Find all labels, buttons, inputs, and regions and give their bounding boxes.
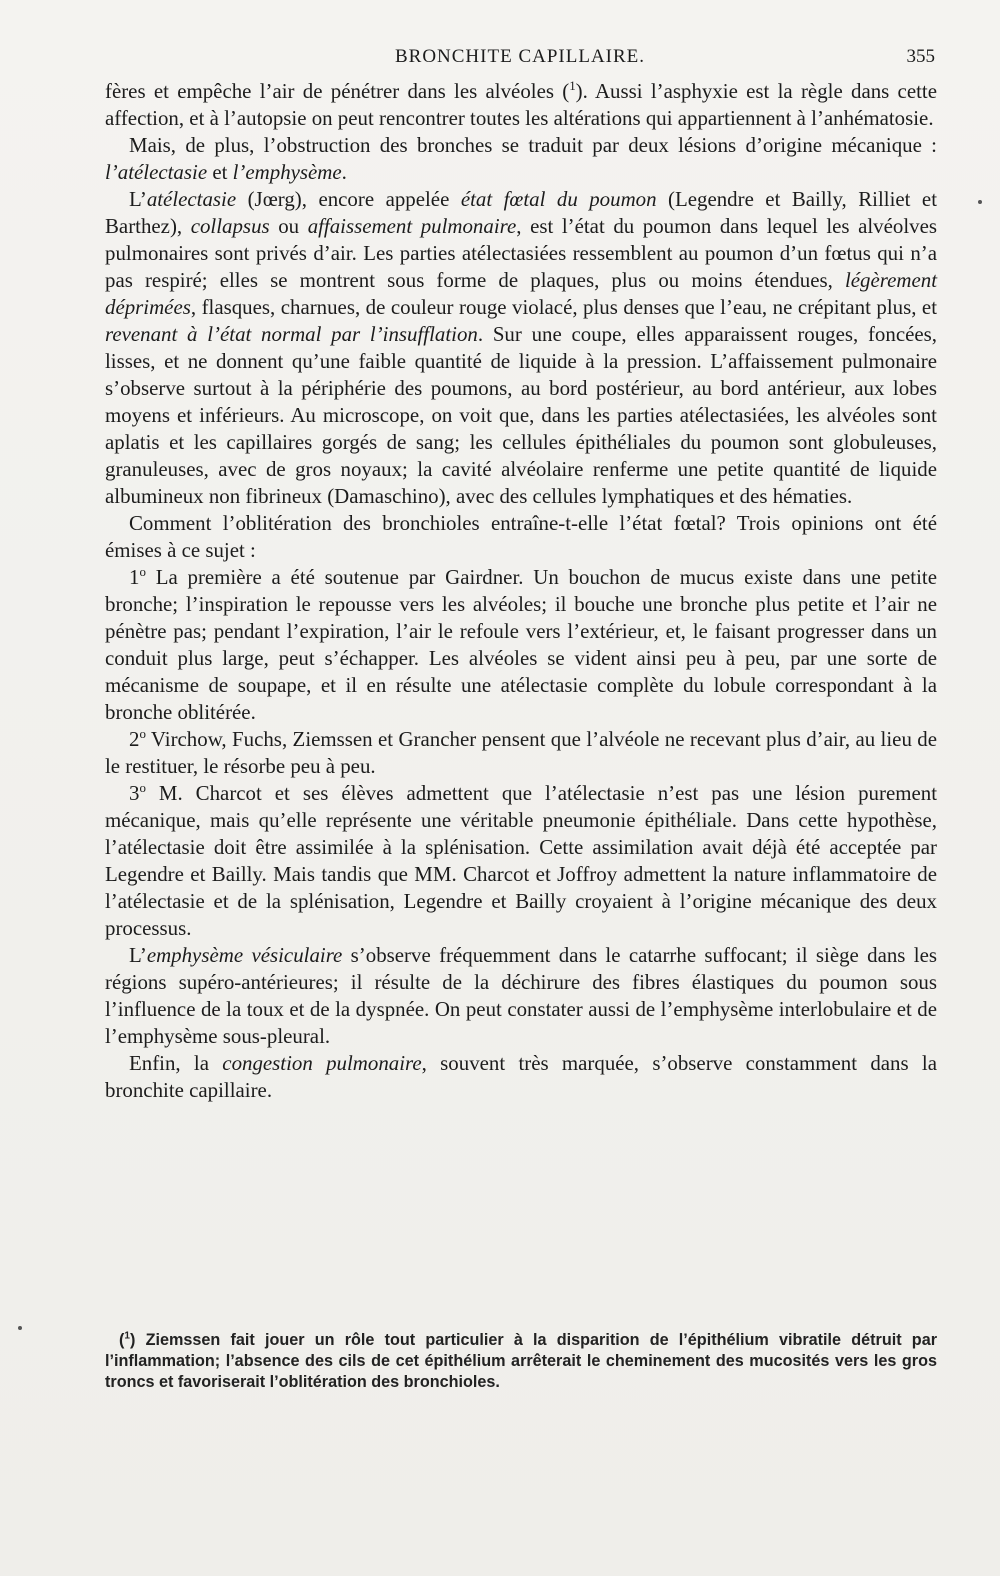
paragraph-congestion: Enfin, la congestion pulmonaire, souvent très marquée, s’observe constamment dans la bronchite capillaire. — [105, 1051, 937, 1102]
paragraph-question: Comment l’oblitération des bronchioles entraîne-t-elle l’état fœtal? Trois opinions ont été émises à ce sujet : — [105, 511, 937, 562]
paper-speck — [978, 200, 982, 204]
body-text — [105, 78, 937, 1104]
running-title: BRONCHITE CAPILLAIRE. — [394, 46, 646, 67]
footnote-reference[interactable]: 1 — [569, 78, 576, 94]
paragraph-emphyseme: L’emphysème vésiculaire s’observe fréquemment dans le catarrhe suffocant; il siège dans les régions supéro-antérieures; il résulte de la déchirure des fibres élastiques du poumon sous l’influence de la toux et de la dyspnée. On peut constater aussi de l’emphysème interlobulaire et de l’emphysème sous-pleural. — [105, 943, 937, 1048]
paragraph-opinion-2: 2$^o$ Virchow, Fuchs, Ziemssen et Grancher pensent que l’alvéole ne recevant plus d’air, au lieu de le restituer, le résorbe peu à peu. — [105, 726, 937, 778]
paragraph-opinion-1: 1$^o$ La première a été soutenue par Gairdner. Un bouchon de mucus existe dans une petite bronche; l’inspiration le repousse vers les alvéoles; il bouche une bronche plus petite et l’air ne pénètre pas; pendant l’expiration, l’air le refoule vers l’extérieur, et, le faisant progresser dans un conduit plus large, peut s’échapper. Les alvéoles se vident ainsi peu à peu, par une sorte de mécanisme de soupape, et il en résulte une atélectasie complète du lobule correspondant à la bronche oblitérée. — [105, 564, 937, 724]
footnote-marker: 1 — [124, 1330, 130, 1342]
paragraph-continuation: fères et empêche l’air de pénétrer dans les alvéoles ($^1$). Aussi l’asphyxie est la règle dans cette affection, et à l’autopsie on peut rencontrer toutes les altérations qui appartiennent à l’anhématosie. — [105, 78, 937, 130]
page-header — [105, 42, 935, 72]
footnote-text: Ziemssen fait jouer un rôle tout particulier à la disparition de l’épithélium vibratile détruit par l’inflammation; l’absence des cils de cet épithélium arrêterait le cheminement des mucosités vers les gros troncs et favoriserait l’oblitération des bronchioles. — [105, 1331, 937, 1391]
page-number: 355 — [906, 46, 935, 67]
paragraph-opinion-3: 3$^o$ M. Charcot et ses élèves admettent que l’atélectasie n’est pas une lésion purement mécanique, mais qu’elle représente une véritable pneumonie épithéliale. Dans cette hypothèse, l’atélectasie doit être assimilée à la splénisation. Cette assimilation avait déjà été acceptée par Legendre et Bailly. Mais tandis que MM. Charcot et Joffroy admettent la nature inflammatoire de l’atélectasie et de la splénisation, Legendre et Bailly croyaient à l’origine mécanique des deux processus. — [105, 780, 937, 940]
paragraph-lesions: Mais, de plus, l’obstruction des bronches se traduit par deux lésions d’origine mécanique : l’atélectasie et l’emphysème. — [105, 133, 937, 184]
footnote: ($^1$) Ziemssen fait jouer un rôle tout particulier à la disparition de l’épithélium vibratile détruit par l’inflammation; l’absence des cils de cet épithélium arrêterait le cheminement des mucosités vers les gros troncs et favoriserait l’oblitération des bronchioles. — [105, 1330, 937, 1391]
paragraph-atelectasie: L’atélectasie (Jœrg), encore appelée état fœtal du poumon (Legendre et Bailly, Rilliet et Barthez), collapsus ou affaissement pulmonaire, est l’état du poumon dans lequel les alvéolves pulmonaires sont privés d’air. Les parties atélectasiées ressemblent au poumon d’un fœtus qui n’a pas respiré; elles se montrent sous forme de plaques, plus ou moins étendues, légèrement déprimées, flasques, charnues, de couleur rouge violacé, plus denses que l’eau, ne crépitant plus, et revenant à l’état normal par l’insufflation. Sur une coupe, elles apparaissent rouges, foncées, lisses, et ne donnent qu’une faible quantité de liquide à la pression. L’affaissement pulmonaire s’observe surtout à la périphérie des poumons, au bord postérieur, au bord antérieur, aux lobes moyens et inférieurs. Au microscope, on voit que, dans les parties atélectasiées, les alvéoles sont aplatis et les capillaires gorgés de sang; les cellules épithéliales du poumon sont globuleuses, granuleuses, avec de gros noyaux; la cavité alvéolaire renferme une petite quantité de liquide albumineux non fibrineux (Damaschino), avec des cellules lymphatiques et des hématies. — [105, 187, 938, 508]
paper-speck — [18, 1326, 22, 1330]
